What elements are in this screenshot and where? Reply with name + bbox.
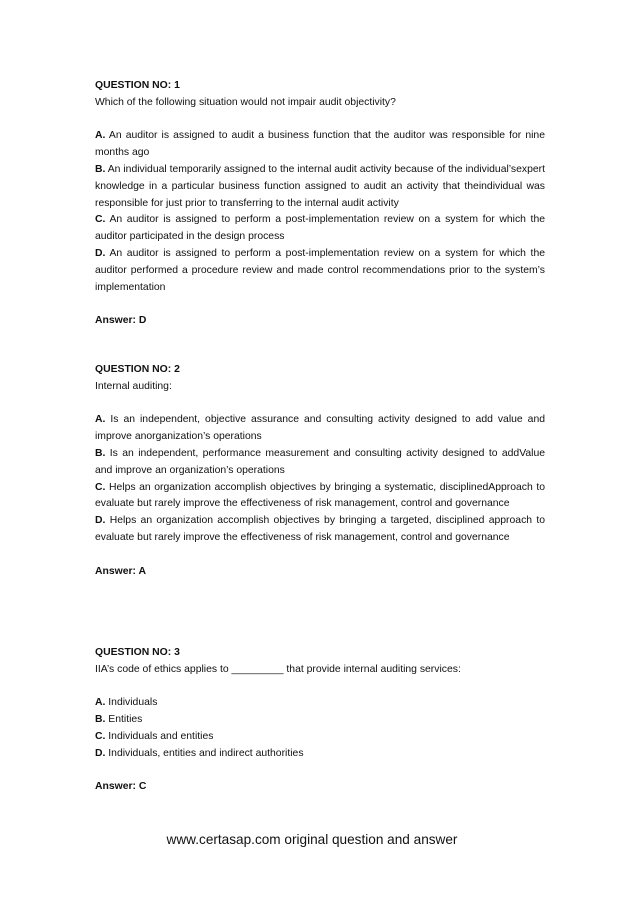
option-text: An auditor is assigned to perform a post-implementation review on a system for which the auditor performed a procedure review and made control recommendations prior to the system’s implementation [95, 247, 545, 293]
spacer [95, 547, 545, 564]
option-letter: A. [95, 697, 106, 709]
option-letter: B. [95, 714, 106, 726]
option-letter: D. [95, 747, 106, 759]
question-1-option-a [95, 128, 545, 162]
option-letter: B. [95, 163, 106, 175]
question-1-text: Which of the following situation would not impair audit objectivity? [95, 96, 396, 108]
question-3-option-a [95, 695, 545, 712]
spacer [95, 679, 545, 696]
question-2-option-a [95, 412, 545, 446]
option-text: An individual temporarily assigned to the internal audit activity because of the individual’sexpert knowledge in a particular business function assigned to audit an activity that theindividual was responsible for just prior to transferring to the internal audit activity [95, 163, 545, 209]
question-3-option-d [95, 746, 545, 763]
option-letter: A. [95, 130, 106, 142]
spacer [95, 296, 545, 313]
question-1 [95, 78, 545, 330]
question-1-heading: QUESTION NO: 1 [95, 80, 180, 91]
question-2-answer: Answer: A [95, 565, 146, 577]
option-text: Individuals, entities and indirect authorities [108, 747, 304, 759]
option-letter: D. [95, 247, 106, 259]
option-text: An auditor is assigned to audit a business function that the auditor was responsible for nine months ago [95, 130, 545, 159]
footer-text: www.certasap.com original question and answer [166, 832, 458, 847]
option-letter: B. [95, 447, 106, 459]
option-letter: D. [95, 515, 106, 527]
question-3-option-c [95, 729, 545, 746]
option-letter: C. [95, 214, 106, 226]
spacer [95, 763, 545, 780]
question-2-text: Internal auditing: [95, 380, 172, 392]
option-text: Helps an organization accomplish objectives by bringing a targeted, disciplined approach to evaluate but rarely improve the effectiveness of risk management, control and governance [95, 515, 546, 543]
option-text: Helps an organization accomplish objectives by bringing a systematic, disciplinedApproach to evaluate but rarely improve the effectiveness of risk management, control and governance [95, 481, 545, 510]
question-1-option-c [95, 212, 545, 246]
question-2-heading: QUESTION NO: 2 [95, 364, 180, 375]
question-3-option-b [95, 712, 545, 729]
question-3 [95, 645, 545, 796]
option-text: An auditor is assigned to perform a post-implementation review on a system for which the auditor participated in the design process [95, 214, 545, 243]
question-2-option-c [95, 480, 545, 514]
option-letter: A. [95, 414, 106, 426]
question-1-answer: Answer: D [95, 315, 147, 327]
option-text: Individuals and entities [108, 730, 214, 742]
question-2 [95, 362, 545, 580]
question-3-heading: QUESTION NO: 3 [95, 647, 180, 658]
question-3-answer: Answer: C [95, 781, 147, 793]
option-letter: C. [95, 481, 106, 493]
question-2-option-b [95, 446, 545, 480]
option-text: Is an independent, objective assurance and consulting activity designed to add value and improve anorganization’s operations [95, 414, 546, 443]
page-footer [0, 832, 638, 847]
spacer [95, 112, 545, 129]
question-3-text: IIA’s code of ethics applies to _________ that provide internal auditing services: [95, 663, 461, 675]
option-text: Is an independent, performance measurement and consulting activity designed to addValue and improve an organization’s operations [95, 447, 546, 476]
option-text: Individuals [108, 697, 158, 709]
question-1-option-b [95, 162, 545, 212]
question-1-option-d [95, 246, 545, 296]
spacer [95, 396, 545, 413]
question-2-option-d [95, 513, 545, 547]
option-text: Entities [108, 714, 143, 726]
option-letter: C. [95, 730, 106, 742]
